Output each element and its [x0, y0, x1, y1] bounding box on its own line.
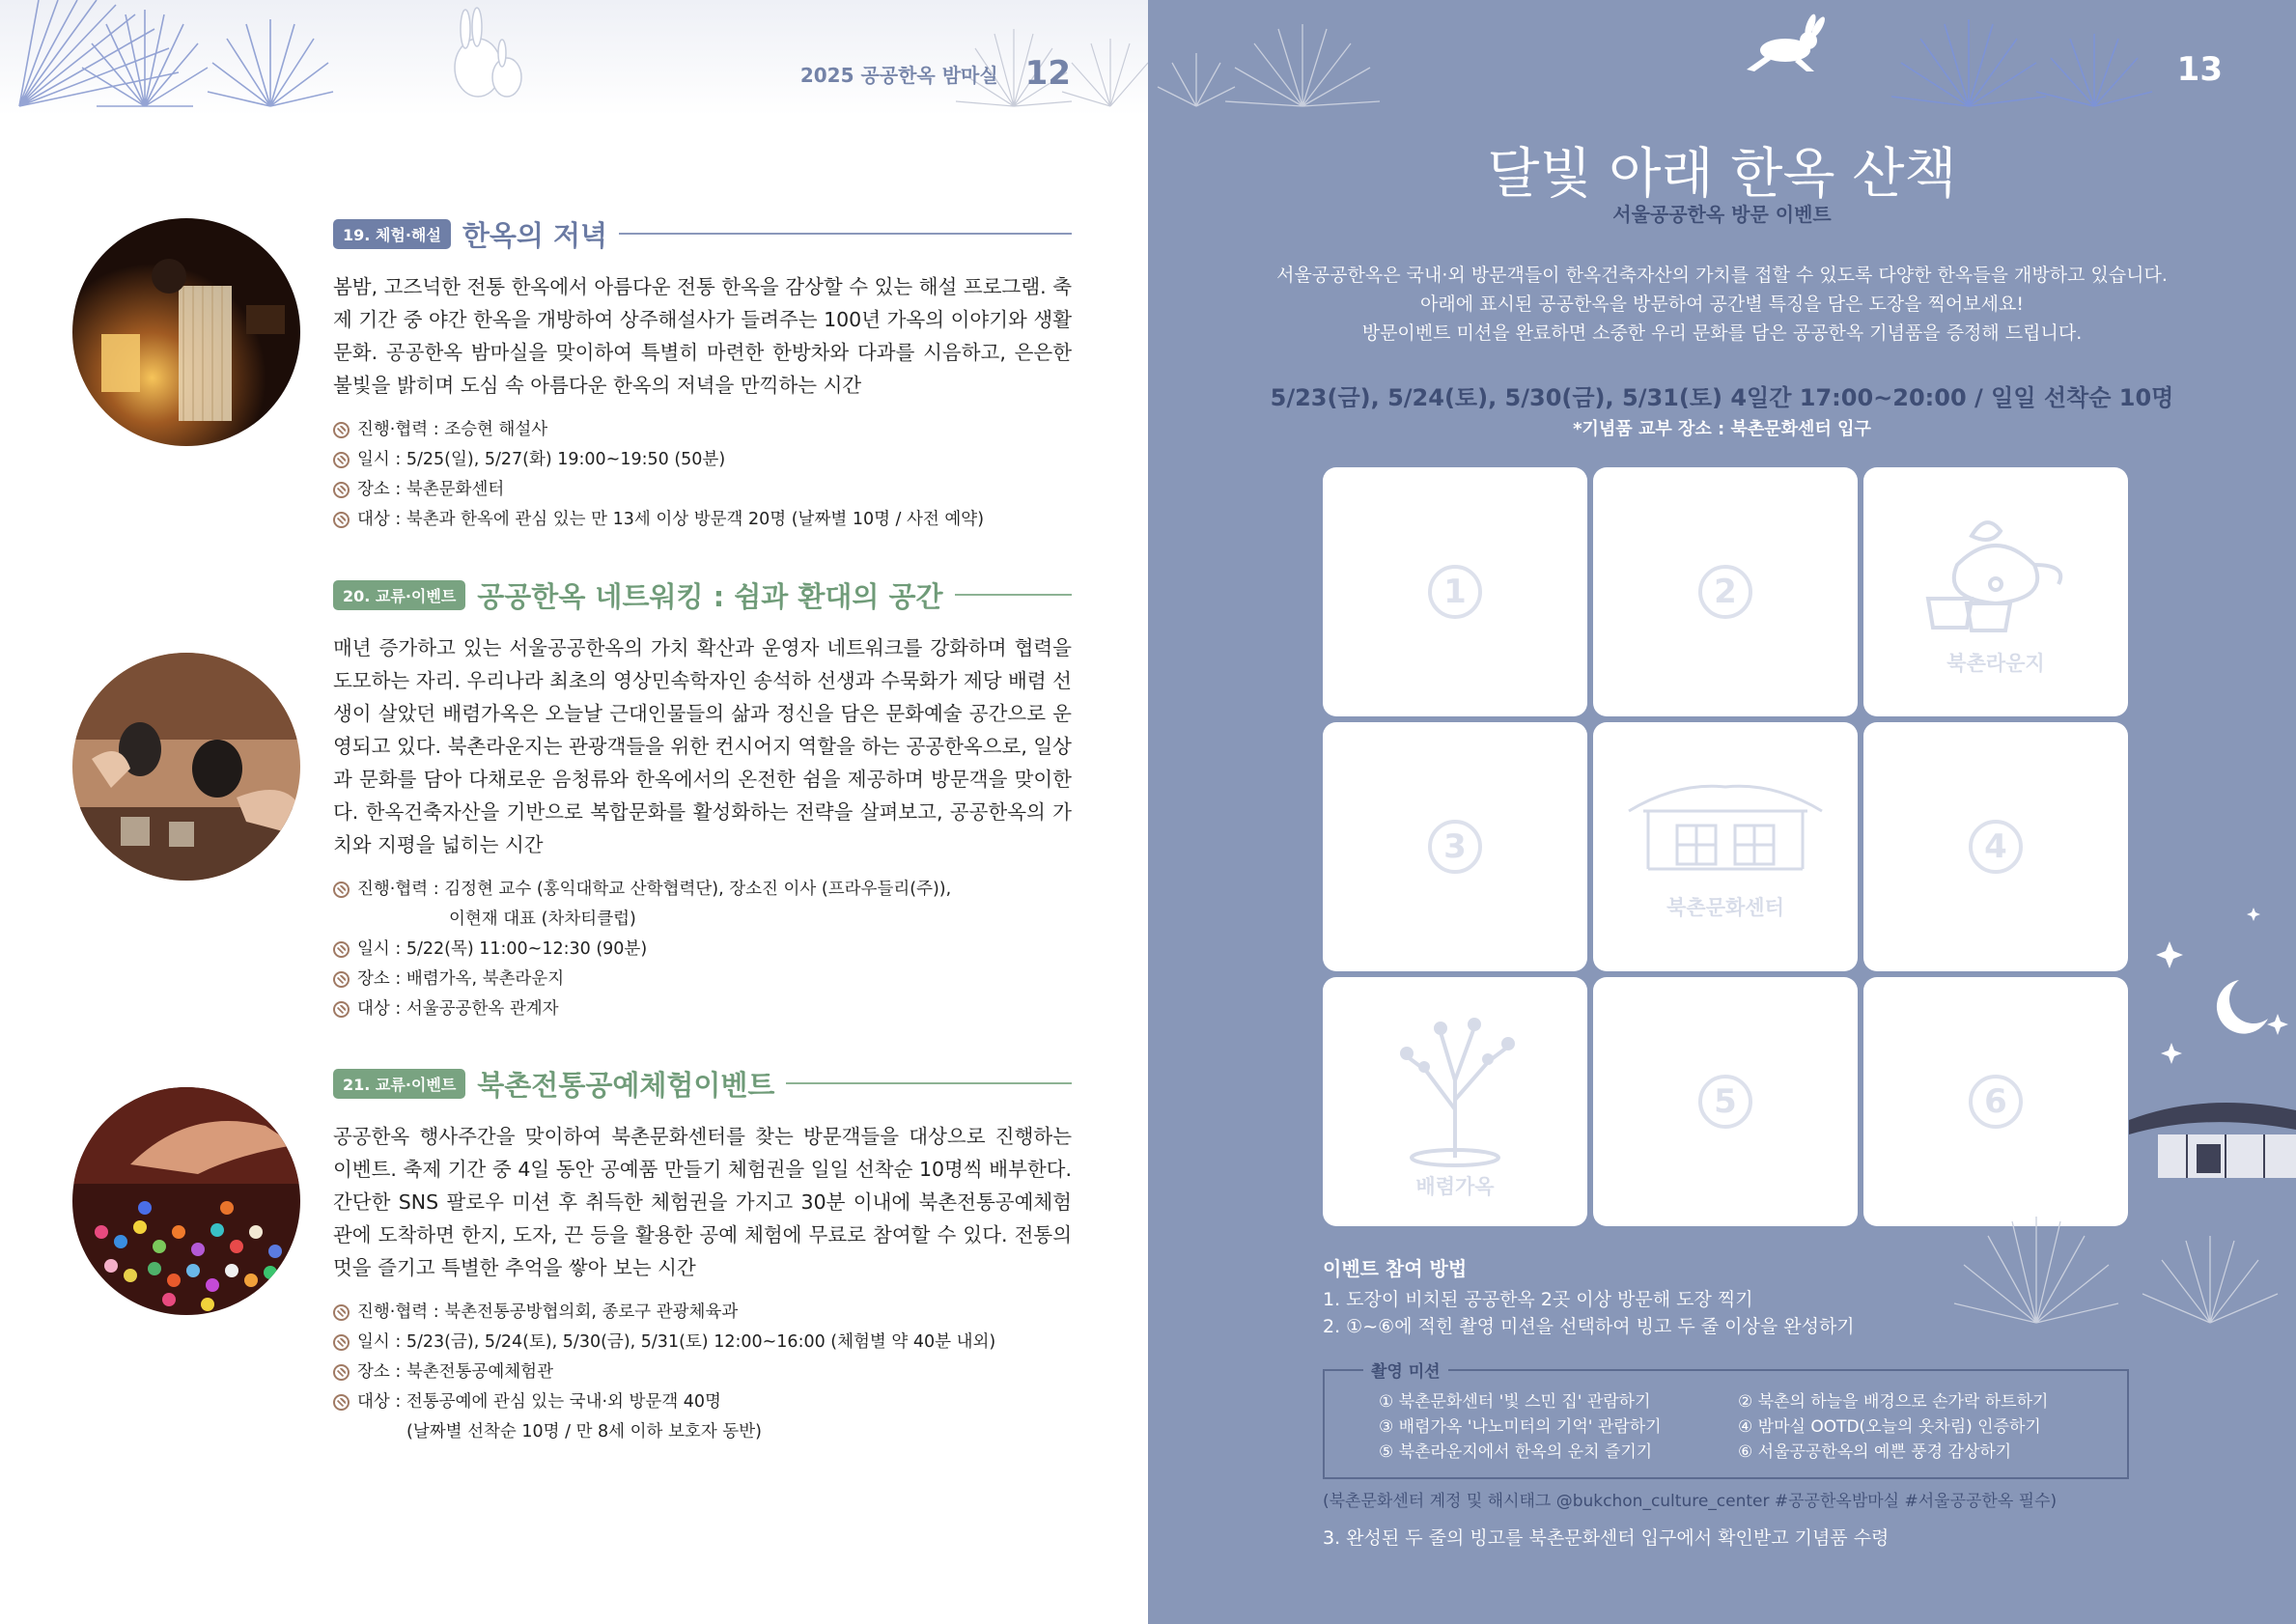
mission-list [1379, 1390, 2097, 1464]
number-circle: 3 [1428, 820, 1482, 874]
number-circle: 2 [1698, 565, 1752, 619]
step-item: 3. 완성된 두 줄의 빙고를 북촌문화센터 입구에서 확인받고 기념품 수령 [1323, 1527, 1890, 1549]
info-line-continued: 이현재 대표 (차차티클럽) [449, 910, 636, 929]
bullet-icon [333, 1304, 350, 1321]
bullet-icon [333, 482, 350, 498]
hanok-roof-decoration [2129, 1091, 2296, 1178]
bullet-icon [333, 941, 350, 958]
hashtag-note: (북촌문화센터 계정 및 해시태그 @bukchon_culture_center #공공한옥밤마실 #서울공공한옥 필수) [1323, 1492, 2058, 1511]
info-line: 대상 : 서울공공한옥 관계자 [333, 994, 1072, 1024]
program-title: 공공한옥 네트워킹 : 쉼과 환대의 공간 [477, 579, 943, 613]
mission-title: 촬영 미션 [1363, 1358, 1448, 1382]
mission-item: ④ 밤마실 OOTD(오늘의 옷차림) 인증하기 [1738, 1417, 2041, 1437]
hanok-stamp-icon [1619, 772, 1832, 879]
bingo-cell-3[interactable] [1323, 722, 1587, 971]
craft-beads-photo [72, 1087, 300, 1315]
program-content [333, 575, 1072, 1024]
info-line-continued: (날짜별 선착순 10명 / 만 8세 이하 보호자 동반) [406, 1422, 762, 1442]
program-content [333, 1064, 1072, 1447]
teapot-stamp-icon [1914, 507, 2078, 632]
number-circle: 1 [1428, 565, 1482, 619]
program-description: 봄밤, 고즈넉한 전통 한옥에서 아름다운 전통 한옥을 감상할 수 있는 해설 프로그램. 축제 기간 중 야간 한옥을 개방하여 상주해설사가 들려주는 100년 가옥의 이야기와 생활 문화. 공공한옥 밤마실을 맞이하여 특별히 마련한 한방차와 다과를 시음하고, 은은한 불빛을 밝히며 도심 속 아름다운 한옥의 저녁을 만끽하는 시간 [333, 275, 1072, 397]
category-badge: 19. 체험·해설 [333, 219, 451, 249]
bullet-icon [333, 1394, 350, 1411]
page-number: 12 [1024, 54, 1071, 93]
program-title: 한옥의 저녁 [462, 218, 607, 252]
evening-hanok-photo [72, 218, 300, 446]
how-to-title: 이벤트 참여 방법 [1323, 1257, 1468, 1280]
bingo-cell-bukchon-culture-center[interactable] [1593, 722, 1858, 971]
event-title: 달빛 아래 한옥 산책 [1487, 143, 1957, 206]
bullet-icon [333, 452, 350, 468]
tea-pouring-photo [72, 653, 300, 881]
info-line: 장소 : 북촌문화센터 [333, 475, 1072, 505]
bingo-cell-4[interactable] [1863, 722, 2128, 971]
bingo-board [1323, 467, 2129, 1226]
info-line: 진행·협력 : 북촌전통공방협의회, 종로구 관광체육과 [333, 1298, 1072, 1328]
mission-box [1323, 1362, 2129, 1479]
program-title-row [333, 1064, 1072, 1103]
stamp-label: 북촌문화센터 [1666, 896, 1784, 919]
program-info [333, 875, 1072, 1024]
festival-name: 2025 공공한옥 밤마실 [799, 63, 998, 87]
souvenir-note: *기념품 교부 장소 : 북촌문화센터 입구 [1573, 419, 1871, 439]
title-rule [786, 1082, 1072, 1084]
stamp-label: 배렴가옥 [1415, 1175, 1495, 1198]
program-title-row [333, 575, 1072, 614]
number-circle: 6 [1969, 1075, 2023, 1129]
step-item: 2. ①~⑥에 적힌 촬영 미션을 선택하여 빙고 두 줄 이상을 완성하기 [1323, 1316, 1855, 1337]
step-item: 1. 도장이 비치된 공공한옥 2곳 이상 방문해 도장 찍기 [1323, 1289, 1753, 1310]
mission-item: ② 북촌의 하늘을 배경으로 손가락 하트하기 [1738, 1392, 2049, 1412]
program-title-row [333, 214, 1072, 253]
decorative-fan-pattern [1148, 0, 2296, 116]
bullet-icon [333, 512, 350, 528]
bingo-cell-2[interactable] [1593, 467, 1858, 716]
bullet-icon [333, 882, 350, 898]
info-line: 장소 : 배렴가옥, 북촌라운지 [333, 965, 1072, 994]
info-line: 진행·협력 : 김정현 교수 (홍익대학교 산학협력단), 장소진 이사 (프라우들리(주)), [333, 875, 1072, 905]
info-line: 일시 : 5/23(금), 5/24(토), 5/30(금), 5/31(토) 12:00~16:00 (체험별 약 40분 내외) [333, 1328, 1072, 1358]
info-line: 대상 : 전통공예에 관심 있는 국내·외 방문객 40명 [333, 1387, 1072, 1417]
event-intro: 서울공공한옥은 국내·외 방문객들이 한옥건축자산의 가치를 접할 수 있도록 다양한 한옥들을 개방하고 있습니다. 아래에 표시된 공공한옥을 방문하여 공간별 특징을 담은 도장을 찍어보세요! 방문이벤트 미션을 완료하면 소중한 우리 문화를 담은 공공한옥 기념품을 증정해 드립니다. [1276, 265, 2168, 344]
page-number: 13 [2176, 50, 2223, 89]
category-badge: 20. 교류·이벤트 [333, 580, 465, 610]
mission-item: ③ 배렴가옥 '나노미터의 기억' 관람하기 [1379, 1417, 1662, 1437]
moon-decoration [2152, 888, 2296, 1081]
info-line: 일시 : 5/25(일), 5/27(화) 19:00~19:50 (50분) [333, 445, 1072, 475]
mission-item: ① 북촌문화센터 '빛 스민 집' 관람하기 [1379, 1392, 1651, 1412]
program-info [333, 415, 1072, 535]
program-description: 공공한옥 행사주간을 맞이하여 북촌문화센터를 찾는 방문객들을 대상으로 진행하는 이벤트. 축제 기간 중 4일 동안 공예품 만들기 체험권을 일일 선착순 10명씩 배부한다. 간단한 SNS 팔로우 미션 후 취득한 체험권을 가지고 30분 이내에 북촌전통공예체험관에 도착하면 한지, 도자, 끈 등을 활용한 공예 체험에 무료로 참여할 수 있다. 전통의 멋을 즐기고 특별한 추억을 쌓아 보는 시간 [333, 1125, 1072, 1279]
info-line: 진행·협력 : 조승현 해설사 [333, 415, 1072, 445]
title-rule [955, 594, 1072, 596]
bingo-cell-baeryeom-house[interactable] [1323, 977, 1587, 1226]
page-header [800, 54, 1071, 93]
mission-item: ⑤ 북촌라운지에서 한옥의 운치 즐기기 [1379, 1442, 1653, 1462]
program-description: 매년 증가하고 있는 서울공공한옥의 가치 확산과 운영자 네트워크를 강화하며 협력을 도모하는 자리. 우리나라 최초의 영상민속학자인 송석하 선생과 수묵화가 제당 배렴 선생이 살았던 배렴가옥은 오늘날 근대인물들의 삶과 정신을 담은 문화예술 공간으로 운영되고 있다. 북촌라운지는 관광객들을 위한 컨시어지 역할을 하는 공공한옥으로, 일상과 문화를 담아 다채로운 음청류와 한옥에서의 온전한 쉼을 제공하며 방문객을 맞이한다. 한옥건축자산을 기반으로 복합문화를 활성화하는 전략을 살펴보고, 공공한옥의 가치와 지평을 넓히는 시간 [333, 636, 1072, 856]
tree-stamp-icon [1387, 1003, 1523, 1167]
info-line: 장소 : 북촌전통공예체험관 [333, 1358, 1072, 1387]
event-subtitle: 서울공공한옥 방문 이벤트 [1612, 203, 1832, 226]
mission-item: ⑥ 서울공공한옥의 예쁜 풍경 감상하기 [1738, 1442, 2012, 1462]
stamp-label: 북촌라운지 [1946, 652, 2045, 675]
bullet-icon [333, 1334, 350, 1351]
decorative-fan-pattern [1920, 1197, 2296, 1332]
bullet-icon [333, 1364, 350, 1381]
how-to-steps [1323, 1286, 1855, 1340]
bullet-icon [333, 1001, 350, 1018]
program-content [333, 214, 1072, 535]
bingo-cell-5[interactable] [1593, 977, 1858, 1226]
info-line: 대상 : 북촌과 한옥에 관심 있는 만 13세 이상 방문객 20명 (날짜별 10명 / 사전 예약) [333, 505, 1072, 535]
number-circle: 5 [1698, 1075, 1752, 1129]
program-info [333, 1298, 1072, 1447]
bullet-icon [333, 971, 350, 988]
program-title: 북촌전통공예체험이벤트 [477, 1068, 775, 1102]
event-date: 5/23(금), 5/24(토), 5/30(금), 5/31(토) 4일간 17:00~20:00 / 일일 선착순 10명 [1270, 384, 2174, 411]
category-badge: 21. 교류·이벤트 [333, 1069, 465, 1099]
right-page [1148, 0, 2296, 1624]
number-circle: 4 [1969, 820, 2023, 874]
info-line: 일시 : 5/22(목) 11:00~12:30 (90분) [333, 935, 1072, 965]
bingo-cell-6[interactable] [1863, 977, 2128, 1226]
title-rule [619, 233, 1072, 235]
bingo-cell-1[interactable] [1323, 467, 1587, 716]
bingo-cell-bukchon-lounge[interactable] [1863, 467, 2128, 716]
bullet-icon [333, 422, 350, 438]
